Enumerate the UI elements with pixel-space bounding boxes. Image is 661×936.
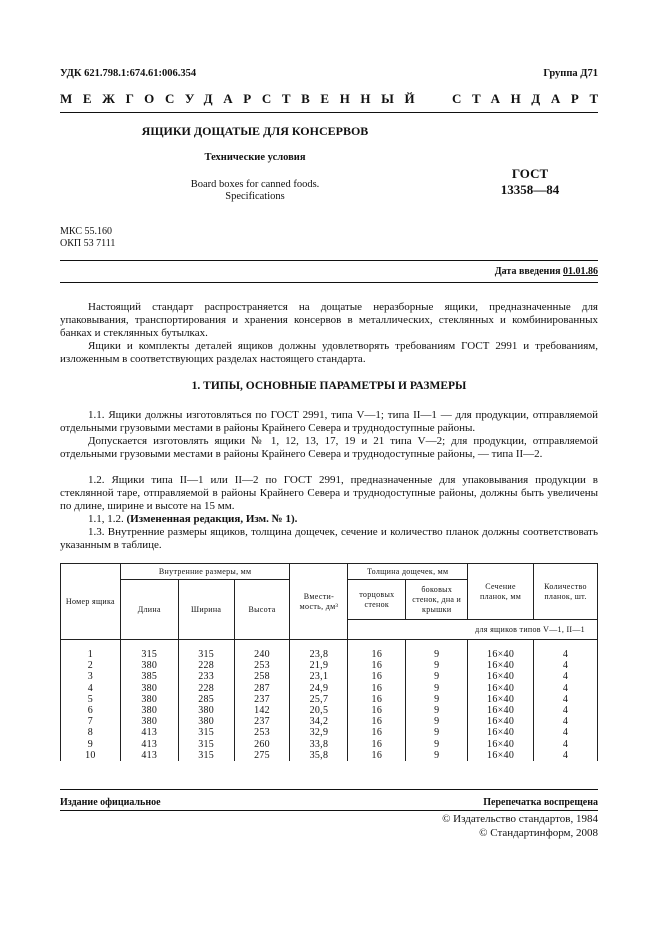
- english-subtitle: Specifications: [225, 191, 285, 202]
- table-cell: 380: [120, 660, 178, 671]
- table-cell: 4: [534, 716, 598, 727]
- table-cell: 413: [120, 727, 178, 738]
- table-cell: 16: [348, 750, 406, 761]
- table-cell: 1: [61, 640, 121, 661]
- table-cell: 413: [120, 750, 178, 761]
- table-cell: 4: [534, 640, 598, 661]
- table-cell: 260: [234, 739, 290, 750]
- table-cell: 16: [348, 683, 406, 694]
- table-cell: 4: [534, 739, 598, 750]
- table-cell: 16: [348, 694, 406, 705]
- dimensions-table: [60, 563, 598, 761]
- paragraph-1-1b: Допускается изготовлять ящики № 1, 12, 13, 17, 19 и 21 типа V—2; для продукции, отправляемой отдельными грузовыми местами в районы Крайнего Севера и труднодоступные районы, — типа II—2.: [60, 435, 598, 460]
- table-cell: 240: [234, 640, 290, 661]
- table-cell: 9: [406, 739, 468, 750]
- table-cell: 258: [234, 671, 290, 682]
- table-cell: 9: [406, 705, 468, 716]
- table-cell: 9: [406, 727, 468, 738]
- table-cell: 285: [178, 694, 234, 705]
- official-edition: Издание официальное: [60, 797, 161, 808]
- header-width: Ширина: [178, 580, 234, 640]
- table-cell: 20,5: [290, 705, 348, 716]
- table-cell: 16×40: [468, 640, 534, 661]
- table-cell: 34,2: [290, 716, 348, 727]
- table-cell: 33,8: [290, 739, 348, 750]
- table-cell: 16: [348, 716, 406, 727]
- header-box-types: для ящиков типов V—1, II—1: [348, 620, 598, 640]
- divider: [60, 282, 598, 283]
- table-cell: 380: [178, 705, 234, 716]
- section-heading: 1. ТИПЫ, ОСНОВНЫЕ ПАРАМЕТРЫ И РАЗМЕРЫ: [191, 380, 467, 392]
- paragraph-1-1: 1.1. Ящики должны изготовляться по ГОСТ 2991, типа V—1; типа II—1 — для продукции, отправляемой отдельными грузовыми местами в районы Крайнего Севера и труднодоступные районы.: [60, 409, 598, 434]
- mks-code: МКС 55.160: [60, 226, 112, 237]
- table-cell: 9: [406, 640, 468, 661]
- table-cell: 9: [406, 671, 468, 682]
- table-row: [61, 727, 598, 738]
- table-cell: 25,7: [290, 694, 348, 705]
- table-cell: 4: [534, 727, 598, 738]
- header-height: Высота: [234, 580, 290, 640]
- document-title: ЯЩИКИ ДОЩАТЫЕ ДЛЯ КОНСЕРВОВ: [141, 124, 369, 138]
- table-cell: 2: [61, 660, 121, 671]
- table-cell: 16×40: [468, 750, 534, 761]
- table-row: [61, 683, 598, 694]
- table-cell: 5: [61, 694, 121, 705]
- intro-date: [495, 266, 598, 277]
- paragraph-requirements: Ящики и комплекты деталей ящиков должны удовлетворять требованиям ГОСТ 2991 и требованиям, изложенным в соответствующих разделах настоящего стандарта.: [60, 340, 598, 365]
- table-cell: 3: [61, 671, 121, 682]
- table-row: [61, 694, 598, 705]
- intro-date-value: 01.01.86: [563, 266, 598, 277]
- table-cell: 16×40: [468, 660, 534, 671]
- table-cell: 315: [120, 640, 178, 661]
- table-cell: 6: [61, 705, 121, 716]
- table-cell: 16×40: [468, 705, 534, 716]
- table-cell: 4: [534, 694, 598, 705]
- header-length: Длина: [120, 580, 178, 640]
- table-row: [61, 705, 598, 716]
- table-cell: 4: [534, 683, 598, 694]
- table-cell: 380: [120, 683, 178, 694]
- table-cell: 9: [61, 739, 121, 750]
- table-cell: 8: [61, 727, 121, 738]
- divider: [60, 810, 598, 811]
- table-cell: 275: [234, 750, 290, 761]
- revision-prefix: 1.1, 1.2.: [88, 513, 127, 525]
- table-cell: 16×40: [468, 671, 534, 682]
- table-cell: 315: [178, 640, 234, 661]
- table-cell: 10: [61, 750, 121, 761]
- banner-standard: СТАНДАРТ: [452, 91, 609, 106]
- table-cell: 9: [406, 660, 468, 671]
- table-row: [61, 640, 598, 661]
- copyright-2008: © Стандартинформ, 2008: [479, 827, 598, 839]
- paragraph-1-3: 1.3. Внутренние размеры ящиков, толщина дощечек, сечение и количество планок должны соответствовать указанным в таблице.: [60, 526, 598, 551]
- table-cell: 228: [178, 683, 234, 694]
- group-code: Группа Д71: [543, 68, 598, 79]
- table-row: [61, 739, 598, 750]
- table-cell: 24,9: [290, 683, 348, 694]
- table-cell: 380: [120, 694, 178, 705]
- table-cell: 315: [178, 727, 234, 738]
- header-box-number: Номер ящика: [61, 564, 121, 640]
- divider: [60, 260, 598, 261]
- table-cell: 9: [406, 716, 468, 727]
- table-cell: 16×40: [468, 683, 534, 694]
- paragraph-revision: [60, 513, 598, 526]
- table-cell: 23,8: [290, 640, 348, 661]
- table-cell: 16: [348, 640, 406, 661]
- table-cell: 35,8: [290, 750, 348, 761]
- okp-code: ОКП 53 7111: [60, 238, 116, 249]
- table-cell: 233: [178, 671, 234, 682]
- intro-date-label: Дата введения: [494, 266, 563, 277]
- gost-number: 13358—84: [500, 182, 560, 197]
- table-cell: 142: [234, 705, 290, 716]
- table-cell: 16: [348, 660, 406, 671]
- gost-label: ГОСТ: [511, 166, 549, 181]
- banner-interstate: МЕЖГОСУДАРСТВЕННЫЙ: [60, 91, 426, 106]
- header-capacity: Вмести-мость, дм³: [290, 564, 348, 640]
- table-row: [61, 660, 598, 671]
- document-subtitle: Технические условия: [204, 152, 306, 163]
- paragraph-scope: Настоящий стандарт распространяется на дощатые неразборные ящики, предназначенные для упаковывания, транспортирования и хранения консервов в металлических, стеклянных и комбинированных банках и стеклянных бутылках.: [60, 301, 598, 339]
- header-side-walls: боковых стенок, дна и крышки: [406, 580, 468, 620]
- table-cell: 16×40: [468, 694, 534, 705]
- table-cell: 380: [178, 716, 234, 727]
- table-cell: 16: [348, 739, 406, 750]
- table-row: [61, 750, 598, 761]
- table-cell: 4: [61, 683, 121, 694]
- table-cell: 4: [534, 750, 598, 761]
- english-title: Board boxes for canned foods.: [190, 179, 320, 190]
- table-cell: 9: [406, 694, 468, 705]
- copyright-1984: © Издательство стандартов, 1984: [442, 813, 598, 825]
- header-thickness: Толщина дощечек, мм: [348, 564, 468, 580]
- header-section: Сечение планок, мм: [468, 564, 534, 620]
- table-cell: 9: [406, 683, 468, 694]
- paragraph-1-2: 1.2. Ящики типа II—1 или II—2 по ГОСТ 2991, предназначенные для упаковывания продукции в стеклянной таре, отправляемой в районы Крайнего Севера и труднодоступные районы, должны быть увеличены по длине, ширине и высоте на 15 мм.: [60, 474, 598, 512]
- table-cell: 385: [120, 671, 178, 682]
- divider: [60, 112, 598, 113]
- table-cell: 4: [534, 705, 598, 716]
- table-cell: 23,1: [290, 671, 348, 682]
- table-cell: 4: [534, 671, 598, 682]
- table-cell: 16×40: [468, 716, 534, 727]
- table-row: [61, 671, 598, 682]
- table-cell: 253: [234, 727, 290, 738]
- divider: [60, 789, 598, 790]
- table-cell: 315: [178, 750, 234, 761]
- table-cell: 228: [178, 660, 234, 671]
- udk-code: УДК 621.798.1:674.61:006.354: [60, 68, 197, 79]
- header-inner-dimensions: Внутренние размеры, мм: [120, 564, 290, 580]
- reprint-notice: Перепечатка воспрещена: [483, 797, 598, 808]
- table-cell: 237: [234, 694, 290, 705]
- table-cell: 21,9: [290, 660, 348, 671]
- table-cell: 7: [61, 716, 121, 727]
- table-row: [61, 716, 598, 727]
- table-cell: 253: [234, 660, 290, 671]
- table-cell: 4: [534, 660, 598, 671]
- table-cell: 413: [120, 739, 178, 750]
- table-cell: 16: [348, 671, 406, 682]
- table-cell: 32,9: [290, 727, 348, 738]
- header-end-walls: торцовых стенок: [348, 580, 406, 620]
- table-cell: 16: [348, 727, 406, 738]
- revision-note: (Измененная редакция, Изм. № 1).: [126, 513, 298, 525]
- table-cell: 380: [120, 716, 178, 727]
- table-cell: 16: [348, 705, 406, 716]
- header-count: Количество планок, шт.: [534, 564, 598, 620]
- table-cell: 16×40: [468, 727, 534, 738]
- table-cell: 287: [234, 683, 290, 694]
- table-cell: 315: [178, 739, 234, 750]
- table-cell: 380: [120, 705, 178, 716]
- table-cell: 16×40: [468, 739, 534, 750]
- table-cell: 237: [234, 716, 290, 727]
- table-cell: 9: [406, 750, 468, 761]
